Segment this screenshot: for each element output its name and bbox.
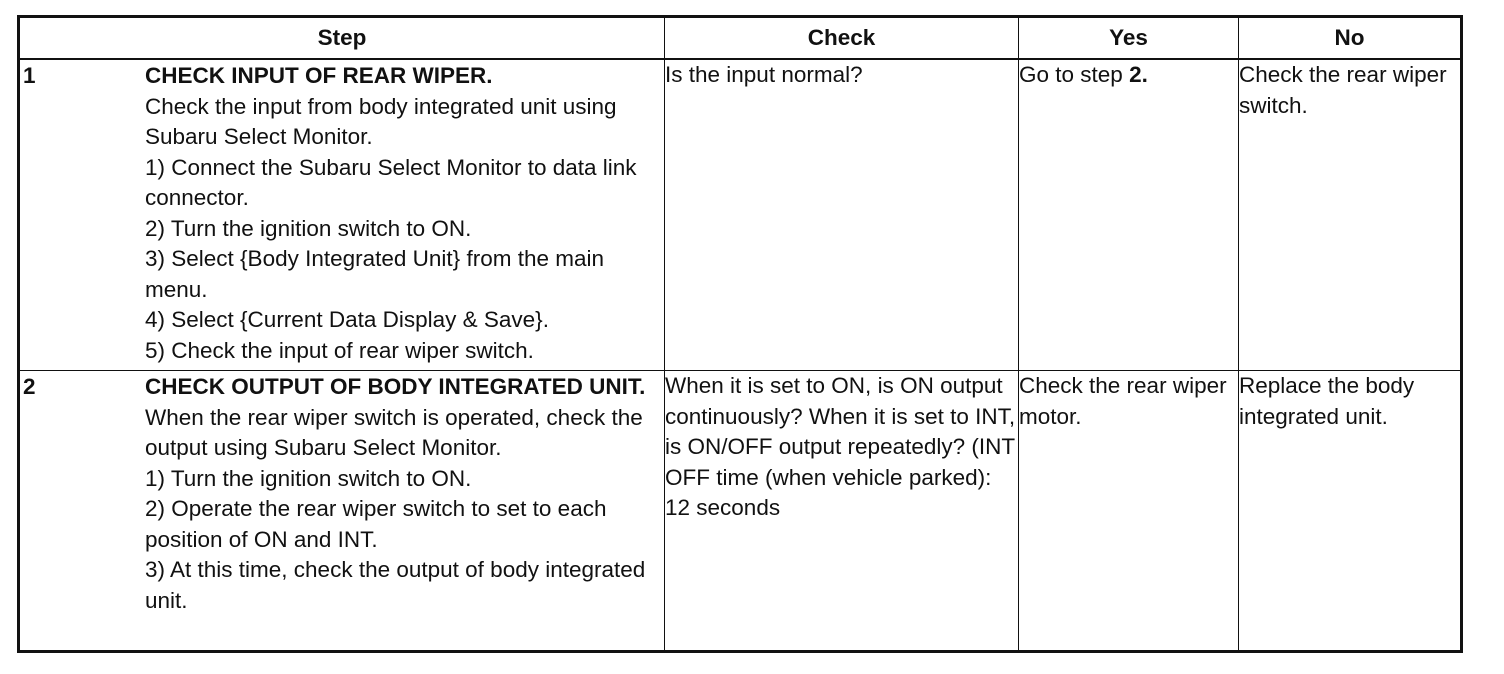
- yes-cell: [1019, 59, 1239, 371]
- table-row: [19, 59, 1462, 371]
- diagnostic-table: [17, 15, 1463, 653]
- header-check: Check: [665, 17, 1019, 60]
- step-title: CHECK INPUT OF REAR WIPER.: [145, 63, 493, 88]
- step-number: 2: [23, 374, 36, 399]
- step-instruction: 3) Select {Body Integrated Unit} from the main menu.: [145, 246, 604, 302]
- step-instruction: 2) Operate the rear wiper switch to set to each position of ON and INT.: [145, 496, 607, 552]
- header-no: No: [1239, 17, 1462, 60]
- step-instruction: 2) Turn the ignition switch to ON.: [145, 215, 472, 241]
- header-yes: Yes: [1019, 17, 1239, 60]
- check-cell: Is the input normal?: [665, 59, 1019, 371]
- yes-cell: Check the rear wiper motor.: [1019, 371, 1239, 652]
- step-instruction: Check the input from body integrated unit using Subaru Select Monitor.: [145, 93, 617, 149]
- step-cell: [19, 371, 665, 652]
- no-cell: Check the rear wiper switch.: [1239, 59, 1462, 371]
- check-cell: When it is set to ON, is ON output continuously? When it is set to INT, is ON/OFF output repeatedly? (INT OFF time (when vehicle parked): 12 seconds: [665, 371, 1019, 652]
- step-instruction: 1) Turn the ignition switch to ON.: [145, 465, 472, 491]
- step-instruction: 4) Select {Current Data Display & Save}.: [145, 307, 549, 332]
- step-title: CHECK OUTPUT OF BODY INTEGRATED UNIT.: [145, 374, 646, 399]
- step-instruction: When the rear wiper switch is operated, check the output using Subaru Select Monitor.: [145, 404, 643, 460]
- yes-step-ref: 2.: [1129, 62, 1148, 87]
- step-number: 1: [23, 63, 36, 88]
- step-instruction: 3) At this time, check the output of body integrated unit.: [145, 557, 646, 613]
- header-row: [19, 17, 1462, 60]
- step-instruction: 1) Connect the Subaru Select Monitor to data link connector.: [145, 154, 637, 210]
- no-cell: Replace the body integrated unit.: [1239, 371, 1462, 652]
- table-row: [19, 371, 1462, 652]
- step-instruction: 5) Check the input of rear wiper switch.: [145, 337, 534, 363]
- yes-text: Go to step: [1019, 62, 1130, 87]
- step-cell: [19, 59, 665, 371]
- header-step: Step: [19, 17, 665, 60]
